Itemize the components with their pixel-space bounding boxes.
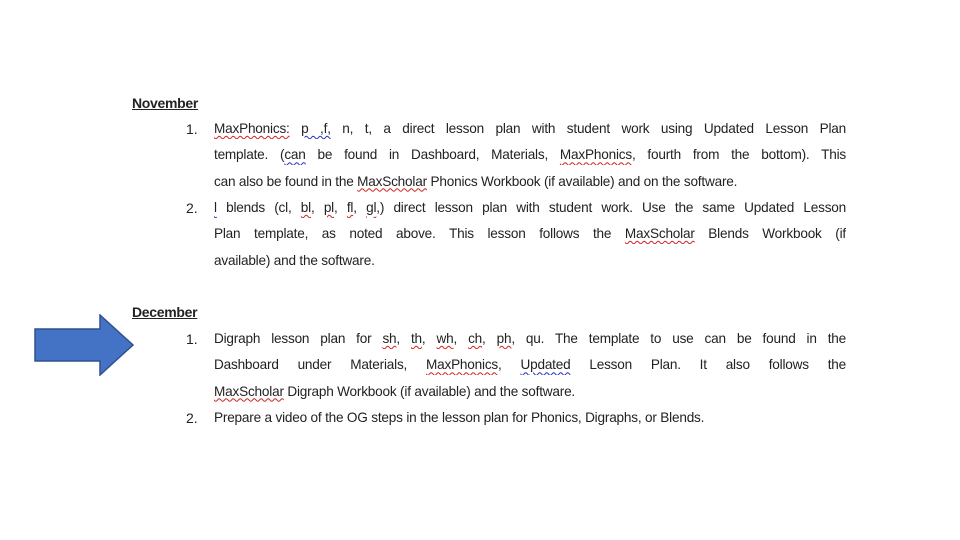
spellcheck-word: can <box>284 147 306 163</box>
text-segment <box>290 121 302 136</box>
spellcheck-word: MaxPhonics: <box>214 121 290 136</box>
text-segment: Digraph Workbook (if available) and the software. <box>283 383 576 399</box>
text-segment: , <box>396 331 411 346</box>
spellcheck-word: th <box>410 331 422 346</box>
text-segment: Blends Workbook (if <box>694 226 846 242</box>
text-segment: be found in Dashboard, Materials, <box>305 147 560 163</box>
list-item-line <box>214 121 846 139</box>
text-segment: Lesson Plan. It also follows the <box>570 357 846 373</box>
text-segment: , <box>453 331 469 346</box>
heading-december: December <box>132 304 198 320</box>
text-segment: , <box>421 331 437 346</box>
spellcheck-word: bl <box>300 199 311 215</box>
list-item-line <box>214 253 846 268</box>
spellcheck-word: MaxScholar <box>624 226 695 242</box>
list-number: 1. <box>186 331 198 347</box>
list-item-line <box>214 410 846 425</box>
list-item-line <box>214 384 846 399</box>
spellcheck-word: MaxPhonics <box>425 357 499 373</box>
text-segment: template. ( <box>214 147 285 163</box>
text-segment: blends (cl, <box>216 199 301 215</box>
text-segment: n, t, a direct lesson plan with student work using Updated Lesson Plan <box>330 121 846 136</box>
text-segment: Dashboard under Materials, <box>214 357 426 373</box>
text-segment: Digraph lesson plan for <box>214 331 383 346</box>
text-segment: , <box>334 199 347 215</box>
list-item-line <box>214 357 846 375</box>
spellcheck-word: fl <box>346 199 354 215</box>
text-segment: Prepare a video of the OG steps in the lesson plan for Phonics, Digraphs, or Blends. <box>214 409 705 425</box>
spellcheck-word: l <box>214 199 217 215</box>
text-segment: , fourth from the bottom). This <box>631 147 846 163</box>
text-segment: Plan template, as noted above. This lesson follows the <box>214 226 625 242</box>
spellcheck-word: ph <box>496 331 512 346</box>
list-number: 1. <box>186 121 198 137</box>
spellcheck-word: sh <box>382 331 397 346</box>
list-item-line <box>214 200 846 218</box>
spellcheck-word: p ,f, <box>301 121 331 136</box>
heading-november: November <box>132 95 199 111</box>
spellcheck-word: Updated <box>520 357 571 373</box>
spellcheck-word: MaxScholar <box>214 383 284 399</box>
spellcheck-word: pl <box>323 199 334 215</box>
right-arrow-icon <box>34 314 134 376</box>
list-number: 2. <box>186 409 198 426</box>
spellcheck-word: MaxPhonics <box>559 147 632 163</box>
spellcheck-word: wh <box>436 331 454 346</box>
text-segment: , <box>498 357 521 373</box>
text-segment: available) and the software. <box>214 252 375 268</box>
spellcheck-word: MaxScholar <box>357 173 427 189</box>
list-item-line <box>214 174 846 189</box>
text-segment: , qu. The template to use can be found in the <box>511 331 846 346</box>
spellcheck-word: gl <box>366 199 377 215</box>
text-segment: ,) direct lesson plan with student work. Use the same Updated Lesson <box>376 199 846 215</box>
text-segment: , <box>482 331 497 346</box>
spellcheck-word: ch <box>468 331 483 346</box>
list-item-line <box>214 226 846 244</box>
text-segment: , <box>310 199 324 215</box>
text-segment: Phonics Workbook (if available) and on the software. <box>426 173 738 189</box>
list-number: 2. <box>186 199 198 216</box>
list-item-line <box>214 331 846 349</box>
list-item-line <box>214 147 846 165</box>
text-segment: , <box>353 199 367 215</box>
text-segment: can also be found in the <box>214 173 358 189</box>
